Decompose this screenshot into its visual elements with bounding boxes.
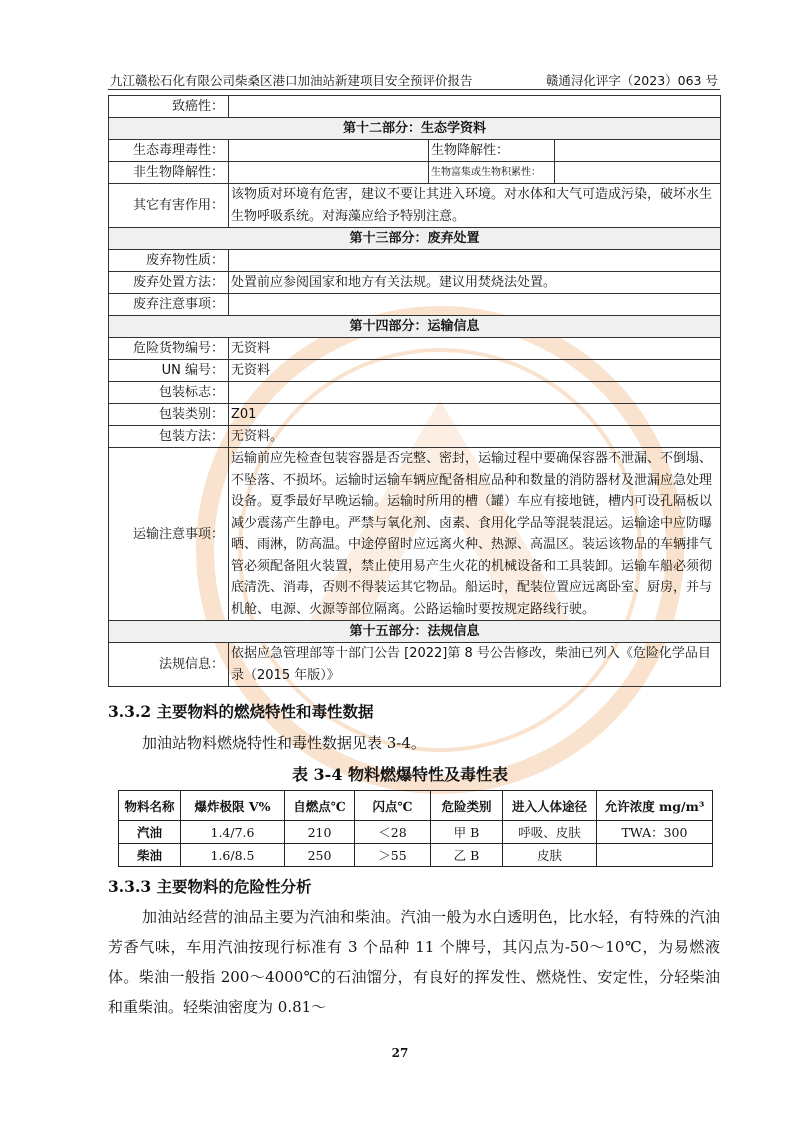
table-header-row — [119, 791, 713, 821]
biodeg-value — [555, 140, 721, 162]
section-333-heading: 3.3.3 主要物料的危险性分析 — [108, 877, 312, 896]
waste-nature-value — [229, 250, 721, 272]
cell-allowed-conc — [597, 844, 713, 867]
bioaccum-label: 生物富集或生物积累性： — [429, 162, 555, 184]
un-no-label: UN 编号： — [109, 360, 229, 382]
table-row — [109, 228, 721, 250]
other-harm-label: 其它有害作用： — [109, 184, 229, 228]
section-12-title: 第十二部分：生态学资料 — [109, 118, 721, 140]
table-row — [109, 382, 721, 404]
pkg-class-label: 包装类别： — [109, 404, 229, 426]
table-row — [109, 426, 721, 448]
table-row — [109, 404, 721, 426]
cell-exposure-route: 呼吸、皮肤 — [503, 821, 597, 844]
cell-exposure-route: 皮肤 — [503, 844, 597, 867]
eco-tox-value — [229, 140, 429, 162]
bioaccum-value — [555, 162, 721, 184]
cell-flash-point: ＞55 — [355, 844, 431, 867]
table-row — [109, 294, 721, 316]
table-row — [109, 272, 721, 294]
header-report-title: 九江赣松石化有限公司柴桑区港口加油站新建项目安全预评价报告 — [110, 73, 473, 88]
table-row — [109, 621, 721, 643]
section-13-title: 第十三部分：废弃处置 — [109, 228, 721, 250]
section-333-body: 加油站经营的油品主要为汽油和柴油。汽油一般为水白透明色，比水轻，有特殊的汽油芳香气味，车用汽油按现行标准有 3 个品种 11 个牌号，其闪点为-50～10℃，为易燃液体。柴油一般指 200～4000℃的石油馏分，有良好的挥发性、燃烧性、安定性，分轻柴油和重柴油。轻柴油密度为 0.81～ — [108, 908, 720, 1016]
pkg-mark-value — [229, 382, 721, 404]
reg-value: 依据应急管理部等十部门公告 [2022]第 8 号公告修改，柴油已列入《危险化学品目录（2015 年版）》 — [229, 643, 721, 687]
page-header — [108, 68, 720, 90]
waste-method-label: 废弃处置方法： — [109, 272, 229, 294]
table-row — [109, 140, 721, 162]
cell-autoignition: 210 — [285, 821, 355, 844]
fuel-properties-table — [118, 790, 713, 867]
col-header-explosion-limit: 爆炸极限 V% — [181, 791, 285, 821]
cell-explosion-limit: 1.6/8.5 — [181, 844, 285, 867]
table-row — [109, 643, 721, 687]
carcinogenicity-label: 致癌性： — [109, 96, 229, 118]
pkg-method-value: 无资料。 — [229, 426, 721, 448]
nonbiodeg-label: 非生物降解性： — [109, 162, 229, 184]
page-number: 27 — [391, 1046, 409, 1060]
col-header-flash-point: 闪点℃ — [355, 791, 431, 821]
pkg-method-label: 包装方法： — [109, 426, 229, 448]
table-row — [109, 162, 721, 184]
table-row — [109, 316, 721, 338]
nonbiodeg-value — [229, 162, 429, 184]
cell-hazard-class: 乙 B — [431, 844, 503, 867]
col-header-exposure-route: 进入人体途径 — [503, 791, 597, 821]
other-harm-value: 该物质对环境有危害，建议不要让其进入环境。对水体和大气可造成污染，破坏水生生物呼吸系统。对海藻应给予特别注意。 — [229, 184, 721, 228]
table-row — [119, 844, 713, 867]
transport-value: 运输前应先检查包装容器是否完整、密封，运输过程中要确保容器不泄漏、不倒塌、不坠落、不损坏。运输时运输车辆应配备相应品种和数量的消防器材及泄漏应急处理设备。夏季最好早晚运输。运输时所用的槽（罐）车应有接地链，槽内可设孔隔板以减少震荡产生静电。严禁与氧化剂、卤素、食用化学品等混装混运。运输途中应防曝晒、雨淋，防高温。中途停留时应远离火种、热源、高温区。装运该物品的车辆排气管必须配备阻火装置，禁止使用易产生火花的机械设备和工具装卸。运输车船必须彻底清洗、消毒，否则不得装运其它物品。船运时，配装位置应远离卧室、厨房，并与机舱、电源、火源等部位隔离。公路运输时要按规定路线行驶。 — [229, 448, 721, 621]
cell-allowed-conc: TWA：300 — [597, 821, 713, 844]
waste-note-value — [229, 294, 721, 316]
eco-tox-label: 生态毒理毒性： — [109, 140, 229, 162]
table-row — [109, 448, 721, 621]
col-header-autoignition: 自燃点℃ — [285, 791, 355, 821]
cell-hazard-class: 甲 B — [431, 821, 503, 844]
table-row — [109, 118, 721, 140]
cell-autoignition: 250 — [285, 844, 355, 867]
table-row — [109, 96, 721, 118]
transport-label: 运输注意事项： — [109, 448, 229, 621]
section-332-intro: 加油站物料燃烧特性和毒性数据见表 3-4。 — [142, 734, 426, 752]
waste-note-label: 废弃注意事项： — [109, 294, 229, 316]
pkg-mark-label: 包装标志： — [109, 382, 229, 404]
col-header-allowed-conc: 允许浓度 mg/m³ — [597, 791, 713, 821]
carcinogenicity-value — [229, 96, 721, 118]
un-no-value: 无资料 — [229, 360, 721, 382]
col-header-material: 物料名称 — [119, 791, 181, 821]
table-row — [119, 821, 713, 844]
pkg-class-value: Z01 — [229, 404, 721, 426]
waste-nature-label: 废弃物性质： — [109, 250, 229, 272]
dg-no-value: 无资料 — [229, 338, 721, 360]
reg-label: 法规信息： — [109, 643, 229, 687]
cell-flash-point: ＜28 — [355, 821, 431, 844]
biodeg-label: 生物降解性： — [429, 140, 555, 162]
section-14-title: 第十四部分：运输信息 — [109, 316, 721, 338]
waste-method-value: 处置前应参阅国家和地方有关法规。建议用焚烧法处置。 — [229, 272, 721, 294]
table-row — [109, 338, 721, 360]
section-332-heading: 3.3.2 主要物料的燃烧特性和毒性数据 — [108, 702, 374, 721]
table-row — [109, 184, 721, 228]
col-header-hazard-class: 危险类别 — [431, 791, 503, 821]
section-15-title: 第十五部分：法规信息 — [109, 621, 721, 643]
table-34-caption: 表 3-4 物料燃爆特性及毒性表 — [291, 765, 509, 784]
dg-no-label: 危险货物编号： — [109, 338, 229, 360]
cell-material: 柴油 — [119, 844, 181, 867]
table-row — [109, 360, 721, 382]
cell-explosion-limit: 1.4/7.6 — [181, 821, 285, 844]
cell-material: 汽油 — [119, 821, 181, 844]
table-row — [109, 250, 721, 272]
header-report-number: 赣通浔化评字（2023）063 号 — [545, 73, 718, 88]
msds-table — [108, 95, 721, 687]
